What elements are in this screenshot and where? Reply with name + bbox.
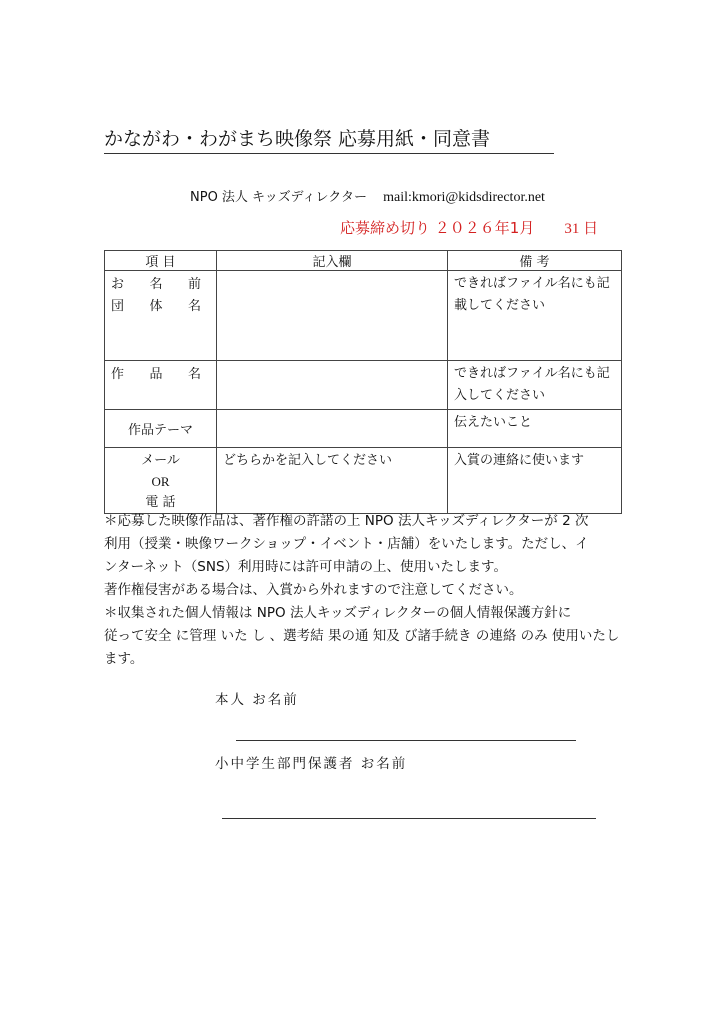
header-entry: 記入欄 [217,251,448,271]
applicant-signature-line[interactable] [236,740,576,741]
terms-notes [104,510,664,671]
applicant-name-label: 本人 お名前 [215,692,299,708]
form-title: かながわ・わがまち映像祭 応募用紙・同意書 [104,128,491,150]
application-table [104,250,622,514]
organizer-name: NPO 法人 キッズディレクター [190,190,367,205]
row-theme-note: 伝えたいこと [448,410,622,448]
row-theme-label: 作品テーマ [105,410,217,448]
row-contact-label: メール OR 電 話 [105,448,217,514]
note-line: 従って安全 に管理 いた し 、選考結 果の通 知及 び諸手続き の連絡 のみ 使用いたし [104,628,620,644]
row-name-label: お 名 前 団 体 名 [105,271,217,361]
guardian-signature-line[interactable] [222,818,596,819]
organizer-mail[interactable]: mail:kmori@kidsdirector.net [383,190,545,205]
row-contact-entry[interactable]: どちらかを記入してください [217,448,448,514]
deadline-day: 31 日 [564,221,599,237]
note-line: ＊応募した映像作品は、著作権の許諾の上 NPO 法人キッズディレクターが 2 次 [104,513,589,529]
row-name-note: できればファイル名にも記載してください [448,271,622,361]
note-line: ます。 [104,651,144,667]
deadline-label: 応募締め切り ２０２６年1月 [340,219,535,237]
table-header-row [105,251,622,271]
row-title-note: できればファイル名にも記入してください [448,361,622,410]
table-row-contact [105,448,622,514]
row-name-entry[interactable] [217,271,448,361]
title-underline [104,153,554,154]
note-line: ＊収集された個人情報は NPO 法人キッズディレクターの個人情報保護方針に [104,605,572,621]
note-line: 著作権侵害がある場合は、入賞から外れますので注意してください。 [104,582,523,598]
header-remarks: 備 考 [448,251,622,271]
header-item: 項 目 [105,251,217,271]
table-row-name [105,271,622,361]
deadline [340,217,598,238]
note-line: 利用（授業・映像ワークショップ・イベント・店舗）をいたします。ただし、イ [104,536,589,552]
table-row-title [105,361,622,410]
guardian-name-label: 小中学生部門保護者 お名前 [215,756,408,772]
note-line: ンターネット（SNS）利用時には許可申請の上、使用いたします。 [104,559,507,575]
row-contact-note: 入賞の連絡に使います [448,448,622,514]
table-row-theme [105,410,622,448]
organizer-line [190,186,545,206]
row-title-label: 作 品 名 [105,361,217,410]
row-title-entry[interactable] [217,361,448,410]
row-theme-entry[interactable] [217,410,448,448]
